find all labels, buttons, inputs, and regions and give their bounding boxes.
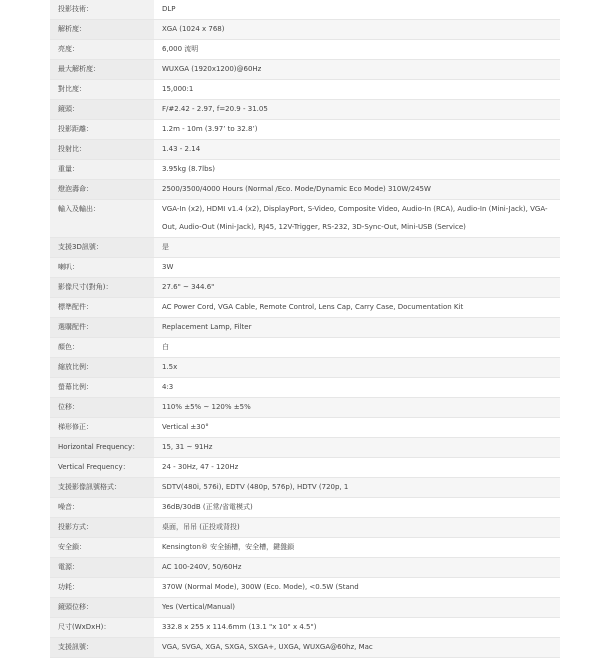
- spec-label: 燈泡壽命：: [50, 180, 154, 199]
- spec-row: [50, 518, 560, 538]
- spec-label: 功耗：: [50, 578, 154, 597]
- spec-value: 1.2m - 10m (3.97’ to 32.8’): [154, 120, 560, 139]
- spec-label: 鏡頭位移：: [50, 598, 154, 617]
- spec-row: [50, 458, 560, 478]
- spec-label: 最大解析度：: [50, 60, 154, 79]
- spec-row: [50, 160, 560, 180]
- spec-row: [50, 0, 560, 20]
- spec-label: 選購配件：: [50, 318, 154, 337]
- spec-label: 標準配件：: [50, 298, 154, 317]
- spec-row: [50, 578, 560, 598]
- spec-label: 位移：: [50, 398, 154, 417]
- spec-row: [50, 338, 560, 358]
- spec-label: 安全鎖：: [50, 538, 154, 557]
- spec-row: [50, 298, 560, 318]
- spec-label: 梯形修正：: [50, 418, 154, 437]
- spec-value: 15,000:1: [154, 80, 560, 99]
- spec-table: [50, 0, 560, 658]
- spec-value: VGA-In (x2), HDMI v1.4 (x2), DisplayPort, S-Video, Composite Video, Audio-In (RCA), Audio-In (Mini-Jack), VGA-Out, Audio-Out (Mini-Jack), RJ45, 12V-Trigger, RS-232, 3D-Sync-Out, Mini-USB (Service): [154, 200, 560, 237]
- spec-row: [50, 418, 560, 438]
- spec-value: 4:3: [154, 378, 560, 397]
- spec-label: 電源：: [50, 558, 154, 577]
- spec-value: WUXGA (1920x1200)@60Hz: [154, 60, 560, 79]
- spec-label: 輸入及輸出：: [50, 200, 154, 237]
- spec-label: 顏色：: [50, 338, 154, 357]
- spec-value: 27.6" ~ 344.6": [154, 278, 560, 297]
- spec-value: 332.8 x 255 x 114.6mm (13.1 "x 10" x 4.5"): [154, 618, 560, 637]
- spec-label: 對比度：: [50, 80, 154, 99]
- spec-value: 桌面，吊吊 (正投或背投): [154, 518, 560, 537]
- spec-value: 110% ±5% ~ 120% ±5%: [154, 398, 560, 417]
- spec-row: [50, 40, 560, 60]
- spec-label: 投影距離：: [50, 120, 154, 139]
- spec-row: [50, 398, 560, 418]
- spec-row: [50, 378, 560, 398]
- spec-label: 投影技術：: [50, 0, 154, 19]
- spec-row: [50, 558, 560, 578]
- spec-label: Vertical Frequency：: [50, 458, 154, 477]
- spec-label: 投射比：: [50, 140, 154, 159]
- spec-label: 鏡頭：: [50, 100, 154, 119]
- spec-value: 15, 31 ~ 91Hz: [154, 438, 560, 457]
- spec-label: 投影方式：: [50, 518, 154, 537]
- spec-label: 喇叭：: [50, 258, 154, 277]
- spec-value: 3.95kg (8.7lbs): [154, 160, 560, 179]
- spec-row: [50, 238, 560, 258]
- spec-label: 亮度：: [50, 40, 154, 59]
- spec-label: 縮放比例：: [50, 358, 154, 377]
- spec-label: 影像尺寸(對角)：: [50, 278, 154, 297]
- spec-value: Vertical ±30°: [154, 418, 560, 437]
- spec-row: [50, 140, 560, 160]
- spec-row: [50, 120, 560, 140]
- spec-value: F/#2.42 - 2.97, f=20.9 - 31.05: [154, 100, 560, 119]
- spec-row: [50, 60, 560, 80]
- spec-row: [50, 358, 560, 378]
- spec-row: [50, 200, 560, 238]
- spec-row: [50, 20, 560, 40]
- spec-row: [50, 638, 560, 658]
- spec-value: SDTV(480i, 576i), EDTV (480p, 576p), HDTV (720p, 1: [154, 478, 560, 497]
- spec-value: Kensington® 安全插槽，安全槽，鍵盤鎖: [154, 538, 560, 557]
- spec-value: 1.43 - 2.14: [154, 140, 560, 159]
- spec-row: [50, 258, 560, 278]
- spec-row: [50, 180, 560, 200]
- spec-row: [50, 100, 560, 120]
- spec-value: AC Power Cord, VGA Cable, Remote Control, Lens Cap, Carry Case, Documentation Kit: [154, 298, 560, 317]
- spec-label: 重量：: [50, 160, 154, 179]
- spec-label: 解析度：: [50, 20, 154, 39]
- spec-row: [50, 80, 560, 100]
- spec-row: [50, 318, 560, 338]
- spec-row: [50, 498, 560, 518]
- spec-label: Horizontal Frequency：: [50, 438, 154, 457]
- spec-value: 24 - 30Hz, 47 - 120Hz: [154, 458, 560, 477]
- spec-value: 是: [154, 238, 560, 257]
- spec-value: 36dB/30dB (正常/省電模式): [154, 498, 560, 517]
- spec-value: 6,000 流明: [154, 40, 560, 59]
- spec-label: 尺寸(WxDxH)：: [50, 618, 154, 637]
- spec-value: 白: [154, 338, 560, 357]
- spec-value: 1.5x: [154, 358, 560, 377]
- spec-row: [50, 618, 560, 638]
- spec-value: 2500/3500/4000 Hours (Normal /Eco. Mode/Dynamic Eco Mode) 310W/245W: [154, 180, 560, 199]
- spec-label: 支援影像訊號格式：: [50, 478, 154, 497]
- spec-row: [50, 538, 560, 558]
- spec-label: 螢幕比例：: [50, 378, 154, 397]
- spec-value: Yes (Vertical/Manual): [154, 598, 560, 617]
- spec-row: [50, 598, 560, 618]
- spec-value: 370W (Normal Mode), 300W (Eco. Mode), <0.5W (Stand: [154, 578, 560, 597]
- spec-value: AC 100-240V, 50/60Hz: [154, 558, 560, 577]
- spec-label: 支援3D訊號：: [50, 238, 154, 257]
- spec-value: DLP: [154, 0, 560, 19]
- spec-label: 支援訊號：: [50, 638, 154, 657]
- spec-value: XGA (1024 x 768): [154, 20, 560, 39]
- spec-value: VGA, SVGA, XGA, SXGA, SXGA+, UXGA, WUXGA@60hz, Mac: [154, 638, 560, 657]
- spec-row: [50, 278, 560, 298]
- spec-value: 3W: [154, 258, 560, 277]
- spec-value: Replacement Lamp, Filter: [154, 318, 560, 337]
- spec-label: 噪音：: [50, 498, 154, 517]
- spec-row: [50, 438, 560, 458]
- spec-row: [50, 478, 560, 498]
